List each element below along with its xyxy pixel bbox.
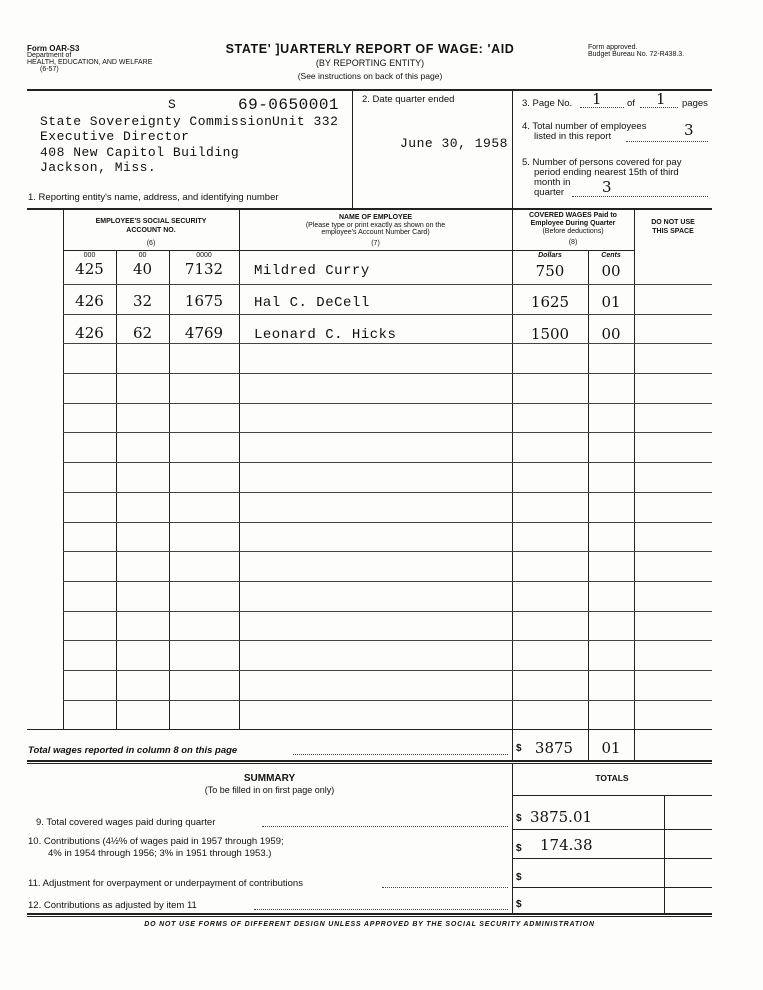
item9-label: 9. Total covered wages paid during quarter: [36, 817, 216, 828]
table-row-rule: [63, 373, 712, 374]
item11-dollar-sign: $: [516, 872, 522, 883]
item5-line4: quarter: [534, 187, 565, 198]
wage-dollars: 1500: [530, 325, 570, 343]
ssn-area: 426: [75, 292, 104, 310]
table-row-rule: [63, 432, 712, 433]
summary-bottom2: [27, 916, 712, 917]
item10-dollar-sign: $: [516, 843, 522, 854]
pages-label: pages: [682, 98, 708, 109]
wage-cents: 00: [601, 262, 621, 280]
table-row-rule: [63, 403, 712, 404]
total-dollars: 3875: [534, 739, 574, 757]
entity-name: State Sovereignty Commission: [40, 114, 273, 129]
item5-line3: month in: [534, 177, 571, 188]
department-line2: HEALTH, EDUCATION, AND WELFARE: [27, 59, 153, 66]
entity-address1: 408 New Capitol Building: [40, 145, 240, 160]
item11-leader: [382, 887, 508, 888]
divider-quarter: [512, 89, 513, 208]
dollars-label: Dollars: [538, 252, 562, 259]
employee-name: Leonard C. Hicks: [254, 327, 397, 343]
top-border: [27, 89, 712, 91]
summary-title: SUMMARY: [243, 773, 296, 784]
wages-header-line2: Employee During Quarter: [530, 220, 616, 227]
ssn-serial: 1675: [184, 292, 224, 310]
ssn-sub3: 0000: [196, 252, 212, 259]
entity-id-number: 69-0650001: [238, 96, 340, 114]
item4-value: 3: [684, 121, 694, 139]
wages-header-num: (8): [568, 239, 578, 246]
total-cents: 01: [601, 739, 621, 757]
name-header-num: (7): [371, 240, 380, 247]
wages-header-line3: (Before deductions): [542, 228, 604, 235]
of-line: [640, 107, 678, 108]
page-line: [580, 107, 624, 108]
total-dollar-sign: $: [516, 743, 522, 754]
form-instructions: (See instructions on back of this page): [297, 71, 443, 81]
item10-line2: 4% in 1954 through 1956; 3% in 1951 through 1953.): [48, 848, 272, 859]
wages-divider: [512, 208, 513, 760]
table-top-border: [27, 208, 712, 210]
wage-cents: 01: [601, 293, 621, 311]
item4-line: [626, 141, 708, 142]
entity-title-line: Executive Director: [40, 129, 190, 144]
of-value: 1: [656, 90, 666, 108]
ssn-sub1: 000: [83, 252, 96, 259]
total-leader: [293, 754, 508, 755]
ssn-divider1: [116, 250, 117, 729]
employee-name: Mildred Curry: [254, 263, 370, 279]
item9-bottom: [512, 829, 712, 830]
form-subtitle: (BY REPORTING ENTITY): [315, 58, 425, 68]
footer-notice: DO NOT USE FORMS OF DIFFERENT DESIGN UNLESS APPROVED BY THE SOCIAL SECURITY ADMINISTRATION: [144, 921, 595, 928]
name-header-line2: (Please type or print exactly as shown on the: [305, 222, 446, 229]
ssn-divider2: [169, 250, 170, 729]
summary-right-divider: [664, 795, 665, 915]
item4-line2: listed in this report: [534, 131, 612, 142]
header-bottom: [63, 250, 635, 251]
ssn-header-line2: ACCOUNT NO.: [126, 227, 176, 234]
item5-line2: period ending nearest 15th of third: [534, 167, 679, 178]
item10-bottom: [512, 858, 712, 859]
item5-line: [572, 196, 708, 197]
entity-label: 1. Reporting entity's name, address, and identifying number: [28, 192, 279, 203]
table-row-rule: [63, 640, 712, 641]
wage-cents: 00: [601, 325, 621, 343]
item10-value: 174.38: [540, 836, 593, 854]
total-label: Total wages reported in column 8 on this page: [28, 745, 238, 756]
of-label: of: [627, 98, 635, 109]
form-number: Form OAR-S3: [27, 44, 80, 53]
name-header-line1: NAME OF EMPLOYEE: [338, 214, 413, 221]
ssn-group: 32: [132, 292, 153, 310]
table-row-rule: [63, 284, 712, 285]
totals-header-bottom: [512, 795, 712, 796]
item12-dollar-sign: $: [516, 899, 522, 910]
table-row-rule: [63, 670, 712, 671]
ssn-serial: 7132: [184, 260, 224, 278]
cents-label: Cents: [601, 252, 621, 259]
approval-line1: Form approved.: [588, 44, 638, 51]
total-row-bottom2: [27, 763, 712, 764]
item4-line1: 4. Total number of employees: [522, 121, 647, 132]
table-row-rule: [63, 522, 712, 523]
table-row-rule: [63, 611, 712, 612]
item10-line1: 10. Contributions (4½% of wages paid in 1957 through 1959;: [28, 836, 284, 847]
page-value: 1: [592, 90, 602, 108]
totals-label: TOTALS: [595, 773, 629, 783]
employee-name: Hal C. DeCell: [254, 295, 370, 311]
ssn-area: 425: [75, 260, 104, 278]
donot-header-line2: THIS SPACE: [652, 228, 694, 235]
item11-label: 11. Adjustment for overpayment or underpayment of contributions: [28, 878, 303, 889]
table-row-rule: [63, 314, 712, 315]
item5-value: 3: [602, 178, 612, 196]
entity-unit: Unit 332: [272, 114, 339, 129]
item12-leader: [254, 909, 508, 910]
item9-leader: [262, 826, 508, 827]
form-title: STATE' ]UARTERLY REPORT OF WAGE: 'AID: [225, 42, 515, 56]
donot-divider: [634, 208, 635, 760]
table-row-rule: [63, 551, 712, 552]
table-row-rule: [63, 462, 712, 463]
wage-dollars: 1625: [530, 293, 570, 311]
form-revision: (6-57): [40, 66, 59, 73]
name-header-line3: employee's Account Number Card): [321, 229, 430, 236]
item11-bottom: [512, 887, 712, 888]
table-row-rule: [63, 581, 712, 582]
page-label: 3. Page No.: [522, 98, 573, 109]
ssn-group: 62: [132, 324, 153, 342]
entity-address2: Jackson, Miss.: [40, 160, 157, 175]
table-left-border: [63, 208, 64, 729]
ssn-serial: 4769: [184, 324, 224, 342]
ssn-header-num: (6): [146, 240, 156, 247]
ssn-header-line1: EMPLOYEE'S SOCIAL SECURITY: [95, 218, 207, 225]
entity-prefix: S: [168, 97, 177, 112]
table-row-rule: [63, 700, 712, 701]
quarter-label: 2. Date quarter ended: [362, 94, 455, 105]
wages-header-line1: COVERED WAGES Paid to: [529, 212, 617, 219]
summary-divider: [512, 763, 513, 915]
department-line1: Department of: [27, 52, 72, 59]
item9-value: 3875.01: [530, 808, 593, 826]
name-divider: [239, 208, 240, 729]
divider-entity: [352, 89, 353, 208]
ssn-sub2: 00: [138, 252, 147, 259]
ssn-area: 426: [75, 324, 104, 342]
summary-subtitle: (To be filled in on first page only): [204, 785, 335, 795]
item12-label: 12. Contributions as adjusted by item 11: [28, 900, 197, 911]
quarter-value: June 30, 1958: [400, 136, 508, 151]
total-row-bottom: [27, 760, 712, 762]
table-row-rule: [63, 343, 712, 344]
ssn-group: 40: [132, 260, 153, 278]
donot-header-line1: DO NOT USE: [651, 219, 695, 226]
summary-bottom: [27, 913, 712, 915]
table-row-rule: [63, 492, 712, 493]
item5-line1: 5. Number of persons covered for pay: [522, 157, 682, 168]
wage-dollars: 750: [535, 262, 565, 280]
item9-dollar-sign: $: [516, 813, 522, 824]
approval-line2: Budget Bureau No. 72-R438.3.: [588, 51, 685, 58]
total-row-top: [27, 729, 712, 730]
